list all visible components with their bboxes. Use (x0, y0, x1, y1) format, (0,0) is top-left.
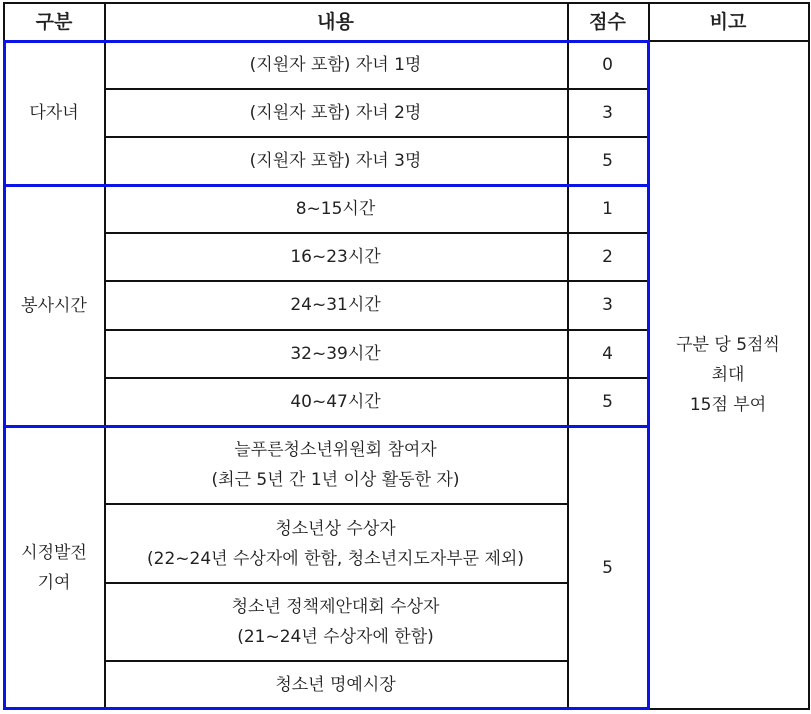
content-cell (104, 426, 567, 504)
row-divider (104, 280, 648, 282)
content-cell (104, 661, 567, 709)
note-cell (648, 41, 808, 709)
row-divider (104, 88, 648, 90)
content-cell: (지원자 포함) 자녀 3명 (249, 151, 422, 171)
content-cell: 8~15시간 (295, 199, 376, 219)
group-border (3, 40, 6, 710)
score-cell: 5 (602, 392, 613, 412)
row-divider (104, 329, 648, 331)
row-divider (104, 582, 567, 584)
category-line: 시정발전 (21, 542, 87, 563)
group-border (647, 40, 650, 710)
column-divider (104, 2, 106, 710)
row-divider (104, 232, 648, 234)
content-cell: 40~47시간 (290, 392, 381, 412)
header-note: 비고 (709, 11, 747, 33)
content-cell: 24~31시간 (290, 295, 381, 315)
column-divider (567, 2, 569, 710)
content-line: (21~24년 수상자에 한함) (237, 627, 434, 647)
score-cell: 1 (602, 199, 613, 219)
content-line: 청소년 정책제안대회 수상자 (231, 597, 440, 617)
group-border (3, 425, 650, 428)
score-cell: 3 (602, 103, 613, 123)
content-cell: 16~23시간 (290, 247, 381, 267)
score-cell: 2 (602, 247, 613, 267)
content-cell: (지원자 포함) 자녀 1명 (249, 55, 422, 75)
row-divider (104, 377, 648, 379)
group-border (3, 40, 650, 43)
group-border (3, 707, 650, 710)
category-cell: 다자녀 (29, 103, 79, 123)
content-cell (104, 583, 567, 661)
content-cell: 32~39시간 (290, 344, 381, 364)
content-cell (104, 504, 567, 583)
category-line: 기여 (37, 572, 71, 593)
group-border (3, 184, 650, 187)
content-line: 청소년상 수상자 (275, 518, 396, 539)
table-left-border (3, 2, 5, 42)
note-line: 구분 당 5점씩 (676, 335, 780, 355)
content-line: 늘푸른청소년위원회 참여자 (234, 440, 437, 460)
header-score: 점수 (589, 11, 626, 33)
content-line: (최근 5년 간 1년 이상 활동한 자) (211, 470, 460, 490)
header-category: 구분 (35, 11, 73, 33)
category-cell: 봉사시간 (21, 295, 87, 316)
row-divider (104, 660, 567, 662)
row-divider (104, 136, 648, 138)
header-content: 내용 (317, 11, 354, 33)
score-cell: 5 (602, 151, 613, 171)
score-cell: 5 (602, 557, 613, 578)
note-line: 최대 (711, 365, 745, 385)
content-line: 청소년 명예시장 (275, 675, 396, 695)
header-divider (648, 40, 809, 42)
score-cell: 3 (602, 295, 613, 315)
content-cell: (지원자 포함) 자녀 2명 (249, 103, 422, 123)
row-divider (104, 503, 567, 505)
note-line: 15점 부여 (689, 395, 767, 415)
table-bottom-border (648, 708, 809, 710)
score-cell: 4 (602, 344, 613, 364)
category-cell (4, 426, 104, 709)
content-line: (22~24년 수상자에 한함, 청소년지도자부문 제외) (147, 548, 524, 569)
table-top-border (3, 2, 809, 4)
score-cell: 0 (602, 55, 613, 75)
table-right-border (808, 2, 810, 710)
